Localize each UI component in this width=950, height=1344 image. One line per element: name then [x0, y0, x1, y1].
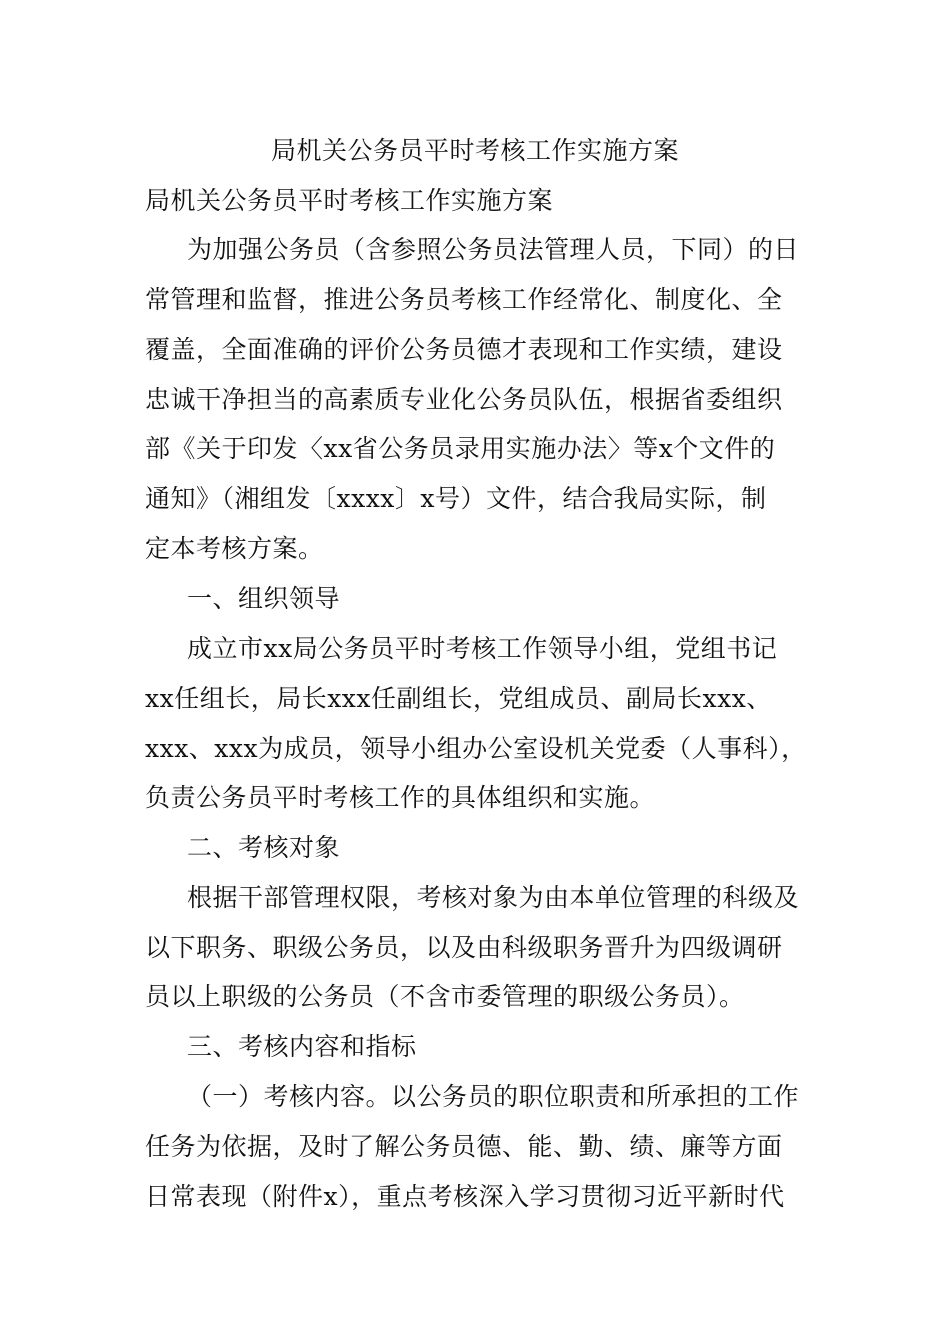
paragraph-line: xxx、xxx为成员，领导小组办公室设机关党委（人事科）， [145, 734, 807, 763]
paragraph-line: 以下职务、职级公务员，以及由科级职务晋升为四级调研 [145, 933, 783, 962]
paragraph-line: 定本考核方案。 [145, 534, 324, 563]
paragraph-line: 日常表现（附件x），重点考核深入学习贯彻习近平新时代 [145, 1182, 785, 1211]
paragraph-line: 通知》（湘组发〔xxxx〕x号）文件，结合我局实际，制 [145, 484, 767, 513]
paragraph-line: 负责公务员平时考核工作的具体组织和实施。 [145, 783, 656, 812]
paragraph-line: 根据干部管理权限，考核对象为由本单位管理的科级及 [187, 883, 800, 912]
paragraph-line: 部《关于印发〈xx省公务员录用实施办法〉等x个文件的 [145, 434, 776, 463]
paragraph-line: 常管理和监督，推进公务员考核工作经常化、制度化、全 [145, 285, 783, 314]
paragraph-line: 员以上职级的公务员（不含市委管理的职级公务员）。 [145, 982, 745, 1011]
paragraph-line: xx任组长，局长xxx任副组长，党组成员、副局长xxx、 [145, 684, 772, 713]
paragraph-line: 为加强公务员（含参照公务员法管理人员，下同）的日 [187, 235, 800, 264]
section-heading: 二、考核对象 [187, 833, 341, 862]
paragraph-line: 任务为依据，及时了解公务员德、能、勤、绩、廉等方面 [145, 1132, 783, 1161]
document-subtitle: 局机关公务员平时考核工作实施方案 [145, 186, 554, 215]
paragraph-line: （一）考核内容。以公务员的职位职责和所承担的工作 [187, 1082, 800, 1111]
section-heading: 三、考核内容和指标 [187, 1032, 417, 1061]
paragraph-line: 忠诚干净担当的高素质专业化公务员队伍，根据省委组织 [145, 385, 783, 414]
section-heading: 一、组织领导 [187, 584, 341, 613]
paragraph-line: 覆盖，全面准确的评价公务员德才表现和工作实绩，建设 [145, 335, 783, 364]
document-title: 局机关公务员平时考核工作实施方案 [270, 136, 679, 165]
paragraph-line: 成立市xx局公务员平时考核工作领导小组，党组书记 [187, 634, 778, 663]
